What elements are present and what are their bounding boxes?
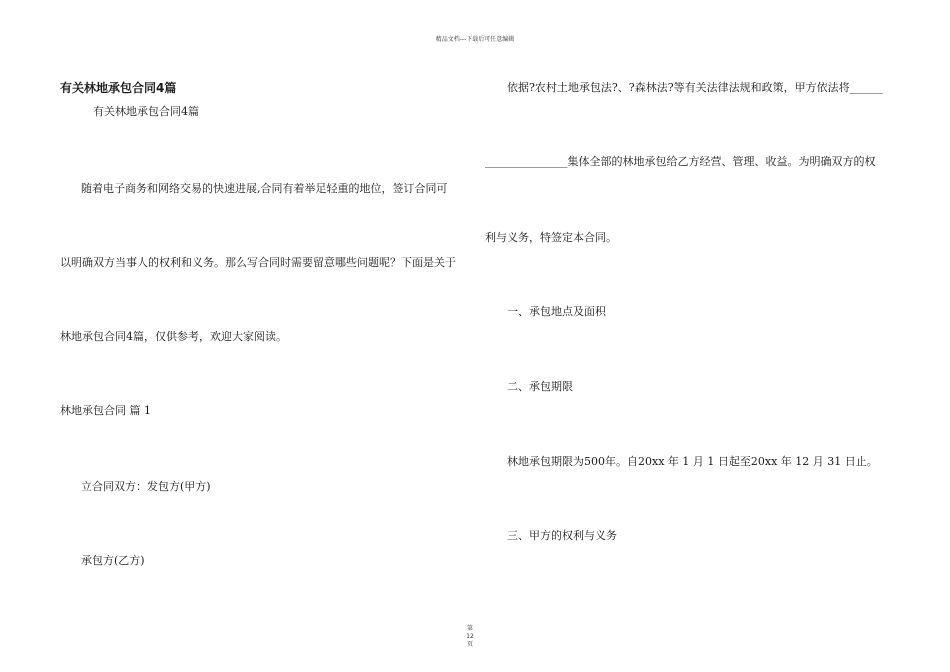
heading-location-area: 一、承包地点及面积 [507,305,606,318]
party-a-line: 立合同双方：发包方(甲方) [81,480,211,493]
document-header: 精品文档---下载后可任意编辑 [435,36,515,43]
document-subtitle: 有关林地承包合同4篇 [93,105,199,118]
page-label-top: 第 [466,625,473,632]
heading-term: 二、承包期限 [507,380,573,393]
party-b-line: 承包方(乙方) [81,554,145,567]
contract-basis-line-1: 依据?农村土地承包法?、?森林法?等有关法律法规和政策，甲方依法将______ [507,81,883,94]
page-number: 12 [466,633,474,640]
section-heading: 林地承包合同 篇 1 [60,404,151,417]
intro-paragraph-line-3: 林地承包合同4篇，仅供参考，欢迎大家阅读。 [60,330,287,343]
heading-party-a-rights: 三、甲方的权利与义务 [507,529,617,542]
document-title: 有关林地承包合同4篇 [60,81,177,95]
page-footer [455,625,485,649]
contract-basis-line-3: 利与义务，特签定本合同。 [485,231,617,244]
contract-basis-line-2: _______________集体全部的林地承包给乙方经营、管理、收益。为明确双方的权 [485,155,876,168]
intro-paragraph-line-2: 以明确双方当事人的权利和义务。那么写合同时需要留意哪些问题呢？下面是关于 [60,256,456,269]
intro-paragraph-line-1: 随着电子商务和网络交易的快速进展,合同有着举足轻重的地位，签订合同可 [81,182,448,195]
page-label-bottom: 页 [466,641,473,648]
term-text: 林地承包期限为500年。自20xx 年 1 月 1 日起至20xx 年 12 月 31 日止。 [507,455,878,468]
